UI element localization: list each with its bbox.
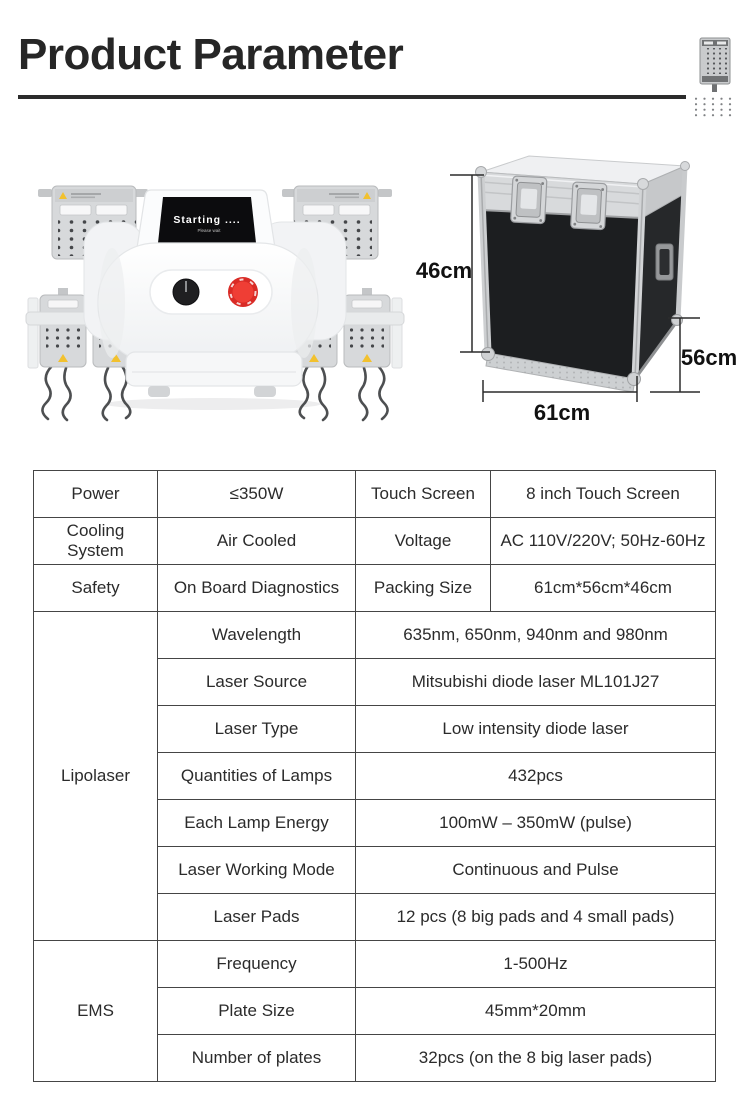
corner-ball bbox=[672, 315, 683, 326]
spec-param-cell: Laser Pads bbox=[158, 894, 356, 941]
flight-case-illustration bbox=[410, 150, 750, 435]
dot-grid bbox=[695, 96, 736, 118]
machine-foot bbox=[254, 386, 276, 397]
spec-value-cell: Air Cooled bbox=[158, 518, 356, 565]
spec-param-cell: Safety bbox=[34, 565, 158, 612]
spec-param-cell: Power bbox=[34, 471, 158, 518]
spec-value-cell: 432pcs bbox=[356, 753, 716, 800]
spec-param-cell: Wavelength bbox=[158, 612, 356, 659]
spec-table bbox=[33, 470, 716, 1082]
spec-value-cell: 635nm, 650nm, 940nm and 980nm bbox=[356, 612, 716, 659]
laser-pad-icon bbox=[693, 36, 739, 118]
spec-group-cell: EMS bbox=[34, 941, 158, 1082]
spec-param-cell: Cooling System bbox=[34, 518, 158, 565]
screen-subtext: Please wait bbox=[197, 228, 221, 233]
case-height-label: 46cm bbox=[415, 258, 473, 283]
spec-param-cell: Number of plates bbox=[158, 1035, 356, 1082]
spec-group-cell: Lipolaser bbox=[34, 612, 158, 941]
corner-ball bbox=[628, 373, 641, 386]
spec-param-cell: Laser Source bbox=[158, 659, 356, 706]
page-title: Product Parameter bbox=[18, 30, 404, 79]
power-knob bbox=[173, 279, 199, 305]
table-row bbox=[34, 565, 716, 612]
table-row bbox=[34, 941, 716, 988]
spec-value-cell: 61cm*56cm*46cm bbox=[491, 565, 716, 612]
spec-value-cell: 100mW – 350mW (pulse) bbox=[356, 800, 716, 847]
spec-value-cell: Low intensity diode laser bbox=[356, 706, 716, 753]
table-row bbox=[34, 612, 716, 659]
spec-value-cell: ≤350W bbox=[158, 471, 356, 518]
title-underline bbox=[18, 95, 686, 99]
case-latch bbox=[511, 176, 547, 224]
case-latch bbox=[571, 182, 607, 230]
spec-param-cell: Packing Size bbox=[356, 565, 491, 612]
case-depth-label: 56cm bbox=[680, 345, 738, 370]
spec-param-cell: Laser Type bbox=[158, 706, 356, 753]
lipolaser-machine-illustration bbox=[0, 150, 430, 435]
case-width-label: 61cm bbox=[533, 400, 591, 425]
spec-value-cell: 8 inch Touch Screen bbox=[491, 471, 716, 518]
spec-value-cell: 32pcs (on the 8 big laser pads) bbox=[356, 1035, 716, 1082]
machine-foot bbox=[148, 386, 170, 397]
table-row bbox=[34, 471, 716, 518]
case-handle bbox=[656, 244, 673, 280]
table-row bbox=[34, 518, 716, 565]
spec-param-cell: Each Lamp Energy bbox=[158, 800, 356, 847]
spec-param-cell: Frequency bbox=[158, 941, 356, 988]
spec-param-cell: Plate Size bbox=[158, 988, 356, 1035]
screen-status-text: Starting .... bbox=[173, 214, 241, 226]
emergency-stop-button bbox=[228, 277, 258, 307]
spec-param-cell: Touch Screen bbox=[356, 471, 491, 518]
machine-base bbox=[126, 352, 302, 386]
spec-value-cell: 1-500Hz bbox=[356, 941, 716, 988]
spec-param-cell: Voltage bbox=[356, 518, 491, 565]
spec-param-cell: Laser Working Mode bbox=[158, 847, 356, 894]
corner-ball bbox=[482, 348, 495, 361]
spec-value-cell: Mitsubishi diode laser ML101J27 bbox=[356, 659, 716, 706]
spec-value-cell: AC 110V/220V; 50Hz-60Hz bbox=[491, 518, 716, 565]
spec-param-cell: Quantities of Lamps bbox=[158, 753, 356, 800]
spec-value-cell: Continuous and Pulse bbox=[356, 847, 716, 894]
spec-value-cell: On Board Diagnostics bbox=[158, 565, 356, 612]
spec-value-cell: 12 pcs (8 big pads and 4 small pads) bbox=[356, 894, 716, 941]
spec-value-cell: 45mm*20mm bbox=[356, 988, 716, 1035]
